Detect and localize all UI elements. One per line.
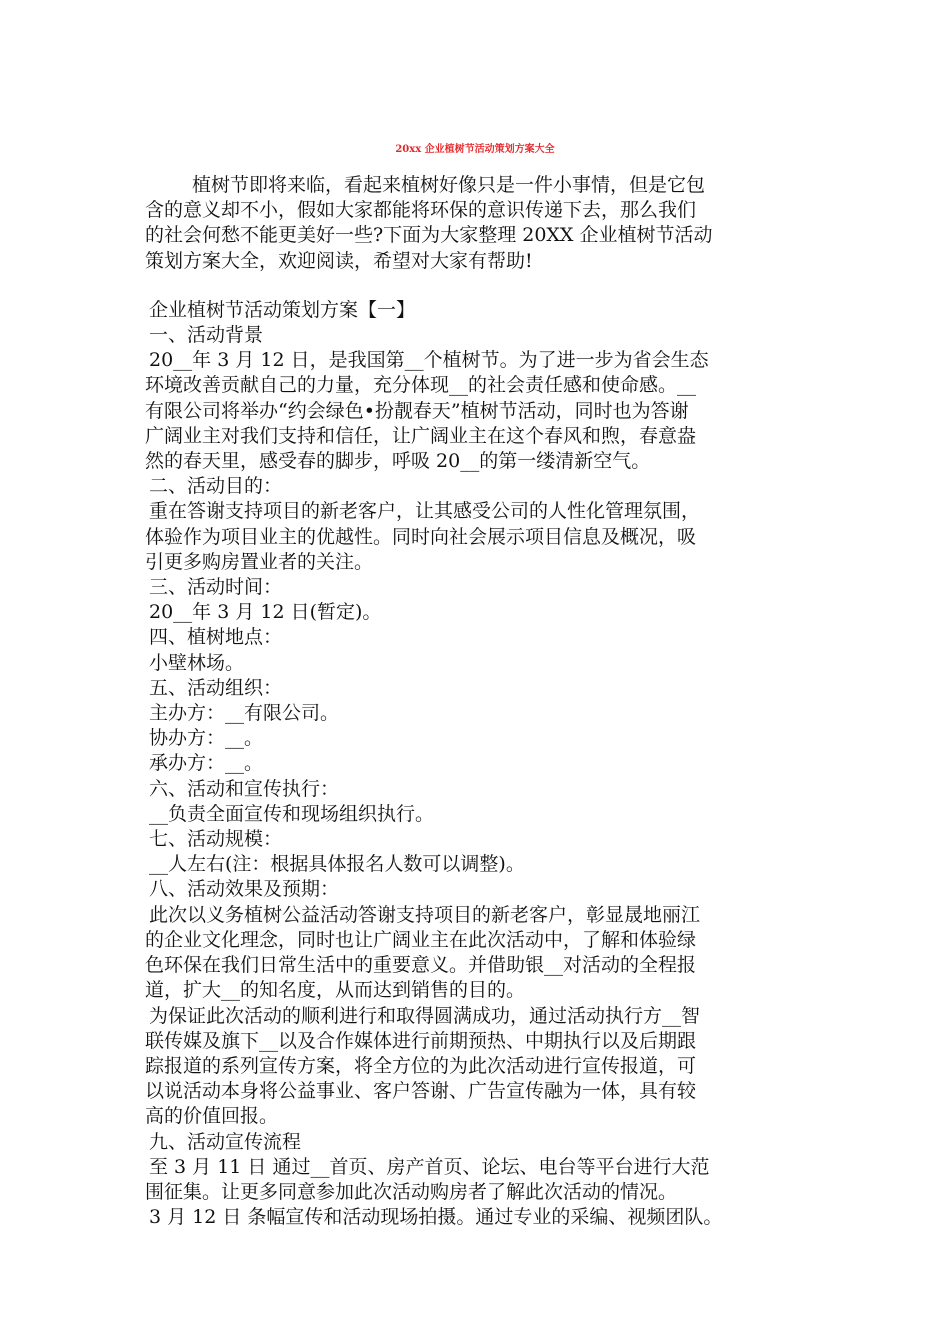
body-line: 至 3 月 11 日 通过__首页、房产首页、论坛、电台等平台进行大范 — [149, 1155, 710, 1178]
section-heading: 八、活动效果及预期： — [149, 878, 340, 901]
body-line: __人左右(注：根据具体报名人数可以调整)。 — [149, 853, 525, 876]
body-line: 联传媒及旗下__以及合作媒体进行前期预热、中期执行以及后期跟 — [145, 1029, 697, 1052]
body-line: 20__年 3 月 12 日，是我国第__个植树节。为了进一步为省会生态 — [149, 349, 709, 372]
intro-line: 的社会何愁不能更美好一些?下面为大家整理 20XX 企业植树节活动 — [145, 224, 713, 247]
body-line: 体验作为项目业主的优越性。同时向社会展示项目信息及概况，吸 — [145, 525, 697, 548]
body-line: 广阔业主对我们支持和信任，让广阔业主在这个春风和煦，春意盎 — [145, 424, 697, 447]
body-line: 承办方：__。 — [149, 752, 264, 775]
section-heading: 六、活动和宣传执行： — [149, 777, 340, 800]
body-line: 高的价值回报。 — [145, 1105, 279, 1128]
section-heading: 四、植树地点： — [149, 626, 283, 649]
body-line: 然的春天里，感受春的脚步，呼吸 20__的第一缕清新空气。 — [145, 450, 651, 473]
section-heading: 九、活动宣传流程 — [149, 1130, 302, 1153]
body-line: 3 月 12 日 条幅宣传和活动现场拍摄。通过专业的采编、视频团队。 — [149, 1206, 723, 1229]
body-line: 围征集。让更多同意参加此次活动购房者了解此次活动的情况。 — [145, 1180, 678, 1203]
body-line: 的企业文化理念，同时也让广阔业主在此次活动中，了解和体验绿 — [145, 928, 697, 951]
section-heading: 一、活动背景 — [149, 324, 264, 347]
body-line: 环境改善贡献自己的力量，充分体现__的社会责任感和使命感。__ — [145, 374, 697, 397]
body-line: 色环保在我们日常生活中的重要意义。并借助银__对活动的全程报 — [145, 954, 697, 977]
body-line: 重在答谢支持项目的新老客户，让其感受公司的人性化管理氛围， — [149, 500, 701, 523]
body-line: __负责全面宣传和现场组织执行。 — [149, 802, 435, 825]
section-heading: 五、活动组织： — [149, 676, 283, 699]
section-heading: 三、活动时间： — [149, 576, 283, 599]
body-line: 有限公司将举办“约会绿色•扮靓春天”植树节活动，同时也为答谢 — [145, 399, 689, 422]
body-line: 主办方：__有限公司。 — [149, 702, 340, 725]
section-heading: 二、活动目的： — [149, 475, 283, 498]
intro-line: 策划方案大全，欢迎阅读，希望对大家有帮助! — [145, 249, 533, 272]
intro-line: 含的意义却不小，假如大家都能将环保的意识传递下去，那么我们 — [145, 199, 697, 222]
body-line: 以说活动本身将公益事业、客户答谢、广告宣传融为一体，具有较 — [145, 1080, 697, 1103]
body-line: 小壁林场。 — [149, 651, 245, 674]
body-line: 道，扩大__的知名度，从而达到销售的目的。 — [145, 979, 526, 1002]
section-heading: 企业植树节活动策划方案【一】 — [149, 298, 416, 321]
body-line: 踪报道的系列宣传方案，将全方位的为此次活动进行宣传报道，可 — [145, 1054, 697, 1077]
section-heading: 七、活动规模： — [149, 828, 283, 851]
body-line: 20__年 3 月 12 日(暂定)。 — [149, 601, 382, 624]
document-body — [145, 173, 805, 1230]
paragraph-gap — [145, 274, 805, 298]
body-line: 为保证此次活动的顺利进行和取得圆满成功，通过活动执行方__智 — [149, 1004, 701, 1027]
body-line: 引更多购房置业者的关注。 — [145, 550, 374, 573]
body-line: 此次以义务植树公益活动答谢支持项目的新老客户，彰显晟地丽江 — [149, 903, 701, 926]
intro-line: 植树节即将来临，看起来植树好像只是一件小事情，但是它包 — [192, 174, 706, 196]
document-title: 20xx 企业植树节活动策划方案大全 — [395, 144, 555, 155]
body-line: 协办方：__。 — [149, 727, 264, 750]
